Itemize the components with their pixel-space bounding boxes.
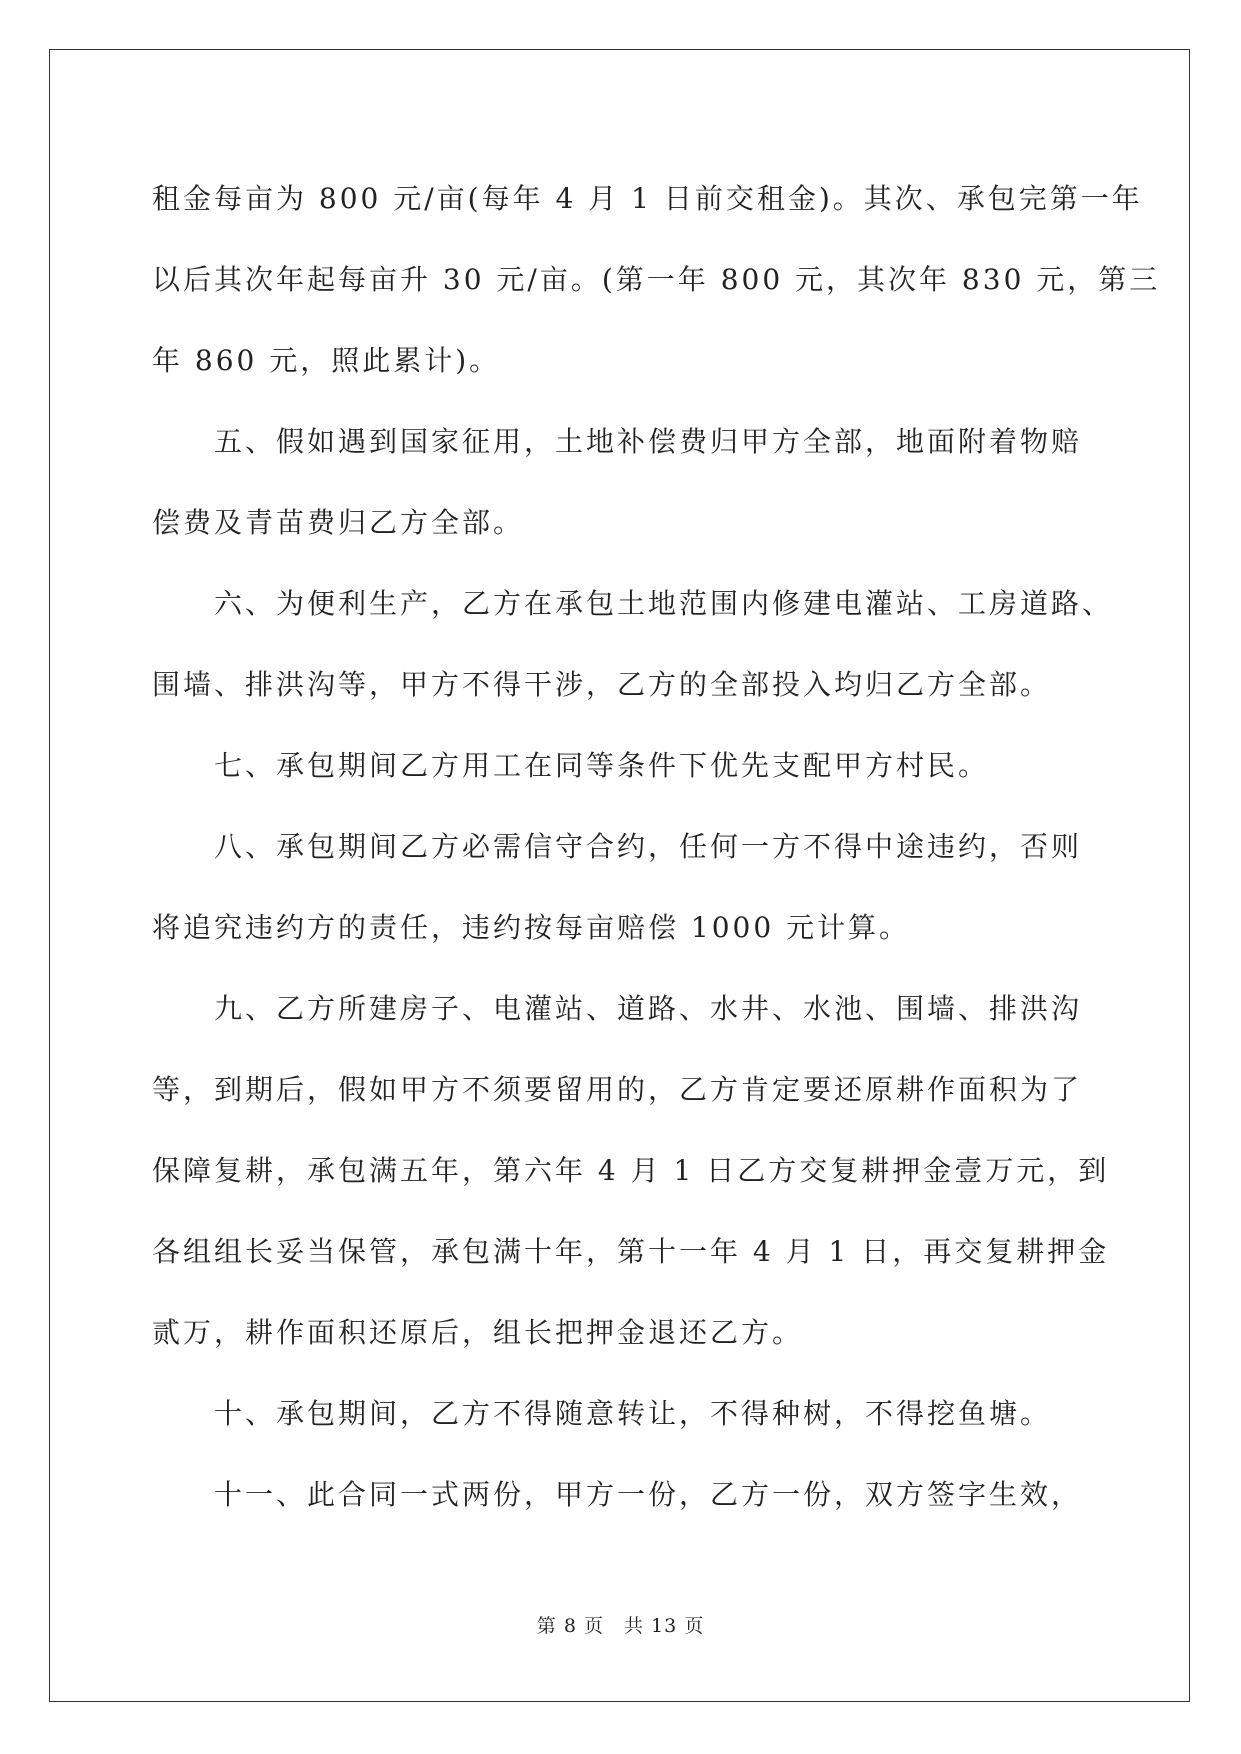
paragraph-start-line: 九、乙方所建房子、电灌站、道路、水井、水池、围墙、排洪沟 [214,992,1083,1025]
text-line: 将追究违约方的责任，违约按每亩赔偿 1000 元计算。 [152,911,911,944]
paragraph-start-line: 八、承包期间乙方必需信守合约，任何一方不得中途违约，否则 [214,830,1083,863]
paragraph-start-line: 六、为便利生产，乙方在承包土地范围内修建电灌站、工房道路、 [214,587,1114,620]
paragraph-start-line: 五、假如遇到国家征用，土地补偿费归甲方全部，地面附着物赔 [214,425,1083,458]
page-footer [0,1611,1241,1638]
paragraph-start-line: 十、承包期间，乙方不得随意转让，不得种树，不得挖鱼塘。 [214,1397,1052,1430]
total-pages: 共 13 页 [623,1615,705,1637]
text-line: 贰万，耕作面积还原后，组长把押金退还乙方。 [152,1316,804,1349]
text-line: 偿费及青苗费归乙方全部。 [152,506,525,539]
text-line: 以后其次年起每亩升 30 元/亩。(第一年 800 元，其次年 830 元，第三 [152,263,1161,296]
text-line: 等，到期后，假如甲方不须要留用的，乙方肯定要还原耕作面积为了 [152,1073,1083,1106]
document-body [152,158,1161,1535]
text-line: 各组组长妥当保管，承包满十年，第十一年 4 月 1 日，再交复耕押金 [152,1235,1110,1268]
paragraph-start-line: 十一、此合同一式两份，甲方一份，乙方一份，双方签字生效， [214,1478,1083,1511]
text-line: 租金每亩为 800 元/亩(每年 4 月 1 日前交租金)。其次、承包完第一年 [152,182,1143,215]
current-page-number: 第 8 页 [536,1615,604,1637]
text-line: 年 860 元，照此累计)。 [152,344,501,377]
text-line: 保障复耕，承包满五年，第六年 4 月 1 日乙方交复耕押金壹万元，到 [152,1154,1110,1187]
paragraph-start-line: 七、承包期间乙方用工在同等条件下优先支配甲方村民。 [214,749,990,782]
text-line: 围墙、排洪沟等，甲方不得干涉，乙方的全部投入均归乙方全部。 [152,668,1052,701]
